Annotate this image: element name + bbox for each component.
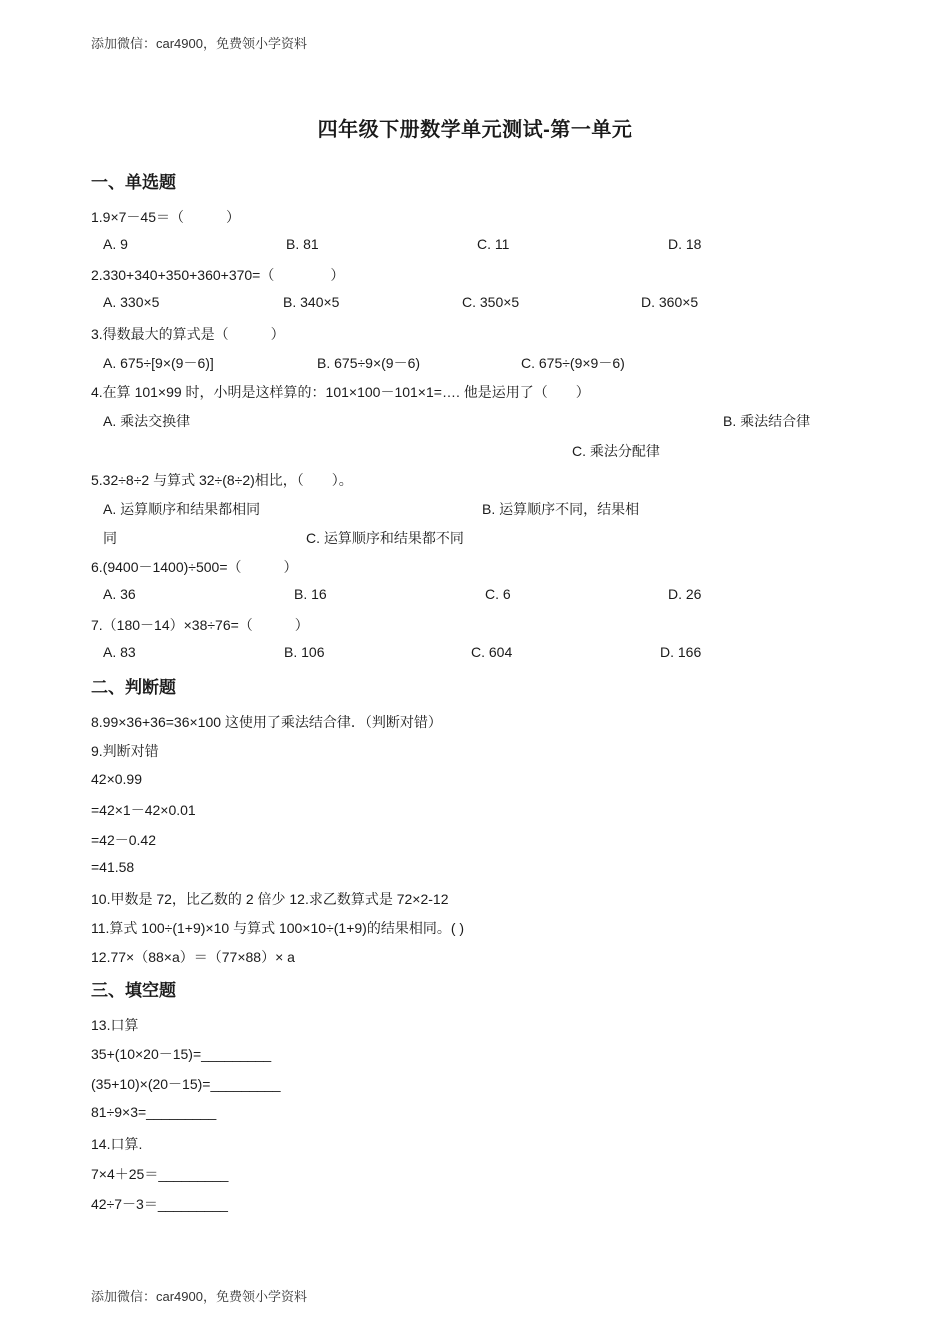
question-4-option-c[interactable]: C. 乘法分配律 bbox=[572, 443, 660, 459]
question-2-option-b[interactable]: B. 340×5 bbox=[283, 294, 340, 310]
question-5-option-b[interactable]: B. 运算顺序不同，结果相 bbox=[482, 501, 640, 517]
question-8: 8.99×36+36=36×100 这使用了乘法结合律．（判断对错） bbox=[91, 714, 442, 730]
question-6-option-d[interactable]: D. 26 bbox=[668, 586, 702, 602]
question-5-option-a[interactable]: A. 运算顺序和结果都相同 bbox=[103, 501, 261, 517]
question-5-option-b-continued[interactable]: 同 bbox=[103, 530, 117, 546]
question-13-line-2: (35+10)×(20－15)=_________ bbox=[91, 1076, 281, 1092]
question-9-stem: 9.判断对错 bbox=[91, 743, 159, 759]
question-13-line-3: 81÷9×3=_________ bbox=[91, 1104, 217, 1120]
question-7-stem: 7.（180－14）×38÷76=（ ） bbox=[91, 617, 309, 633]
question-7-option-a[interactable]: A. 83 bbox=[103, 644, 136, 660]
section-heading-fill-blank: 三、填空题 bbox=[91, 981, 176, 1000]
question-6-stem: 6.(9400－1400)÷500=（ ） bbox=[91, 559, 298, 575]
question-13-stem: 13.口算 bbox=[91, 1017, 139, 1033]
question-7-option-b[interactable]: B. 106 bbox=[284, 644, 325, 660]
question-1-stem: 1.9×7－45＝（ ） bbox=[91, 209, 240, 225]
footer-note: 添加微信：car4900，免费领小学资料 bbox=[91, 1289, 307, 1304]
question-10: 10.甲数是 72，比乙数的 2 倍少 12.求乙数算式是 72×2-12 bbox=[91, 891, 449, 907]
page-title: 四年级下册数学单元测试-第一单元 bbox=[317, 119, 633, 141]
question-1-option-c[interactable]: C. 11 bbox=[477, 236, 510, 252]
question-5-option-c[interactable]: C. 运算顺序和结果都不同 bbox=[306, 530, 464, 546]
question-2-option-d[interactable]: D. 360×5 bbox=[641, 294, 699, 310]
header-note: 添加微信：car4900，免费领小学资料 bbox=[91, 36, 307, 51]
question-4-option-a[interactable]: A. 乘法交换律 bbox=[103, 413, 191, 429]
question-7-option-c[interactable]: C. 604 bbox=[471, 644, 513, 660]
question-1-option-d[interactable]: D. 18 bbox=[668, 236, 702, 252]
question-7-option-d[interactable]: D. 166 bbox=[660, 644, 702, 660]
question-2-option-c[interactable]: C. 350×5 bbox=[462, 294, 520, 310]
question-4-option-b[interactable]: B. 乘法结合律 bbox=[723, 413, 811, 429]
question-3-option-c[interactable]: C. 675÷(9×9－6) bbox=[521, 355, 625, 371]
question-4-stem: 4.在算 101×99 时，小明是这样算的：101×100－101×1=…. 他是运用了（ ） bbox=[91, 384, 590, 400]
question-1-option-a[interactable]: A. 9 bbox=[103, 236, 128, 252]
section-heading-single-choice: 一、单选题 bbox=[91, 173, 176, 192]
question-12: 12.77×（88×a）＝（77×88）× a bbox=[91, 949, 295, 965]
question-9-line-1: 42×0.99 bbox=[91, 771, 142, 787]
question-14-line-2: 42÷7－3＝_________ bbox=[91, 1196, 228, 1212]
question-3-stem: 3.得数最大的算式是（ ） bbox=[91, 326, 285, 342]
question-3-option-b[interactable]: B. 675÷9×(9－6) bbox=[317, 355, 421, 371]
question-11: 11.算式 100÷(1+9)×10 与算式 100×10÷(1+9)的结果相同。( ) bbox=[91, 920, 465, 936]
question-9-line-3: =42－0.42 bbox=[91, 832, 156, 848]
question-2-stem: 2.330+340+350+360+370=（ ） bbox=[91, 267, 345, 283]
question-9-line-4: =41.58 bbox=[91, 859, 135, 875]
question-6-option-a[interactable]: A. 36 bbox=[103, 586, 136, 602]
question-9-line-2: =42×1－42×0.01 bbox=[91, 802, 196, 818]
question-14-stem: 14.口算. bbox=[91, 1136, 143, 1152]
question-1-option-b[interactable]: B. 81 bbox=[286, 236, 319, 252]
question-6-option-c[interactable]: C. 6 bbox=[485, 586, 511, 602]
question-14-line-1: 7×4＋25＝_________ bbox=[91, 1166, 229, 1182]
question-6-option-b[interactable]: B. 16 bbox=[294, 586, 327, 602]
question-5-stem: 5.32÷8÷2 与算式 32÷(8÷2)相比，（ ）。 bbox=[91, 472, 353, 488]
section-heading-true-false: 二、判断题 bbox=[91, 678, 176, 697]
question-13-line-1: 35+(10×20－15)=_________ bbox=[91, 1046, 272, 1062]
question-3-option-a[interactable]: A. 675÷[9×(9－6)] bbox=[103, 355, 214, 371]
question-2-option-a[interactable]: A. 330×5 bbox=[103, 294, 160, 310]
